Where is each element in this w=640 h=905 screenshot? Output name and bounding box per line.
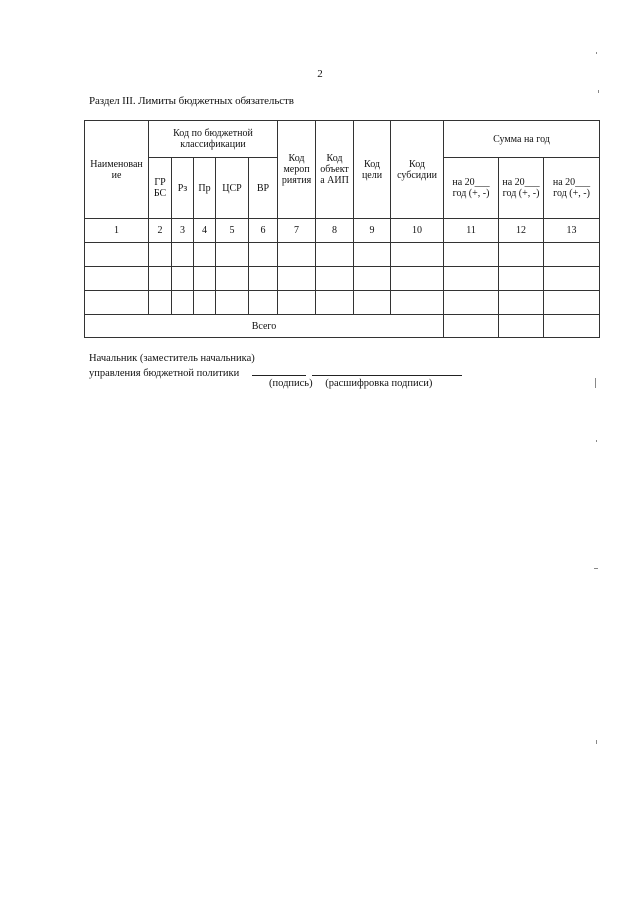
signature-captions <box>269 378 432 389</box>
table-cell <box>194 243 216 267</box>
table-cell <box>216 243 249 267</box>
header-rz: Рз <box>172 158 194 219</box>
table-row <box>85 243 600 267</box>
column-number: 11 <box>444 219 499 243</box>
table-cell <box>316 267 354 291</box>
header-csr: ЦСР <box>216 158 249 219</box>
table-cell <box>172 243 194 267</box>
table-cell <box>249 243 278 267</box>
table-cell <box>278 243 316 267</box>
column-number: 10 <box>391 219 444 243</box>
table-cell <box>278 291 316 315</box>
table-cell <box>194 291 216 315</box>
header-aip-code: Код объект а АИП <box>316 121 354 219</box>
table-cell <box>499 291 544 315</box>
table-cell <box>278 267 316 291</box>
signature-caption: (подпись) <box>269 378 313 389</box>
scan-artifact <box>596 740 597 744</box>
scan-artifact <box>595 378 596 388</box>
table-cell <box>444 291 499 315</box>
scan-artifact <box>596 52 597 54</box>
table-cell <box>391 267 444 291</box>
header-year-3: на 20___ год (+, -) <box>544 158 600 219</box>
column-number: 1 <box>85 219 149 243</box>
table-cell <box>172 267 194 291</box>
header-name: Наименован ие <box>85 121 149 219</box>
scan-artifact <box>594 568 598 569</box>
column-number: 13 <box>544 219 600 243</box>
total-cell <box>444 315 499 338</box>
section-title: Раздел III. Лимиты бюджетных обязательств <box>89 95 294 107</box>
header-vr: ВР <box>249 158 278 219</box>
table-cell <box>499 267 544 291</box>
table-cell <box>354 291 391 315</box>
table-cell <box>249 291 278 315</box>
header-year-2: на 20___ год (+, -) <box>499 158 544 219</box>
column-numbers-row <box>85 219 600 243</box>
signature-position-line-2: управления бюджетной политики <box>89 368 240 379</box>
table-cell <box>544 243 600 267</box>
header-grbs: ГР БС <box>149 158 172 219</box>
table-row <box>85 267 600 291</box>
table-cell <box>444 243 499 267</box>
table-cell <box>354 267 391 291</box>
scan-artifact <box>598 90 599 93</box>
column-number: 6 <box>249 219 278 243</box>
column-number: 8 <box>316 219 354 243</box>
column-number: 5 <box>216 219 249 243</box>
table-cell <box>85 243 149 267</box>
header-pr: Пр <box>194 158 216 219</box>
signature-decoding-blank <box>312 365 462 376</box>
column-number: 2 <box>149 219 172 243</box>
table-cell <box>354 243 391 267</box>
total-cell <box>544 315 600 338</box>
table-cell <box>149 267 172 291</box>
header-sum-group: Сумма на год <box>444 121 600 158</box>
column-number: 3 <box>172 219 194 243</box>
table-cell <box>149 243 172 267</box>
table-cell <box>194 267 216 291</box>
scan-artifact <box>596 440 597 442</box>
header-goal-code: Код цели <box>354 121 391 219</box>
signature-blank <box>252 365 306 376</box>
page-number: 2 <box>317 68 323 80</box>
table-cell <box>316 243 354 267</box>
table-cell <box>499 243 544 267</box>
table-cell <box>444 267 499 291</box>
header-year-1: на 20___ год (+, -) <box>444 158 499 219</box>
table-cell <box>391 291 444 315</box>
header-budget-code-group: Код по бюджетной классификации <box>149 121 278 158</box>
table-cell <box>544 267 600 291</box>
table-cell <box>85 291 149 315</box>
table-cell <box>544 291 600 315</box>
table-cell <box>216 267 249 291</box>
header-event-code: Код мероп риятия <box>278 121 316 219</box>
total-cell <box>499 315 544 338</box>
column-number: 4 <box>194 219 216 243</box>
table-cell <box>391 243 444 267</box>
signature-block <box>89 353 462 380</box>
signature-decoding-caption: (расшифровка подписи) <box>325 378 433 389</box>
column-number: 9 <box>354 219 391 243</box>
table-cell <box>149 291 172 315</box>
table-cell <box>172 291 194 315</box>
signature-position-line-1: Начальник (заместитель начальника) <box>89 353 255 364</box>
total-row <box>85 315 600 338</box>
limits-table <box>84 120 600 338</box>
column-number: 7 <box>278 219 316 243</box>
table-row <box>85 291 600 315</box>
table-cell <box>316 291 354 315</box>
table-cell <box>249 267 278 291</box>
table-cell <box>216 291 249 315</box>
table-cell <box>85 267 149 291</box>
header-subsidy-code: Код субсидии <box>391 121 444 219</box>
total-label: Всего <box>85 315 444 338</box>
column-number: 12 <box>499 219 544 243</box>
